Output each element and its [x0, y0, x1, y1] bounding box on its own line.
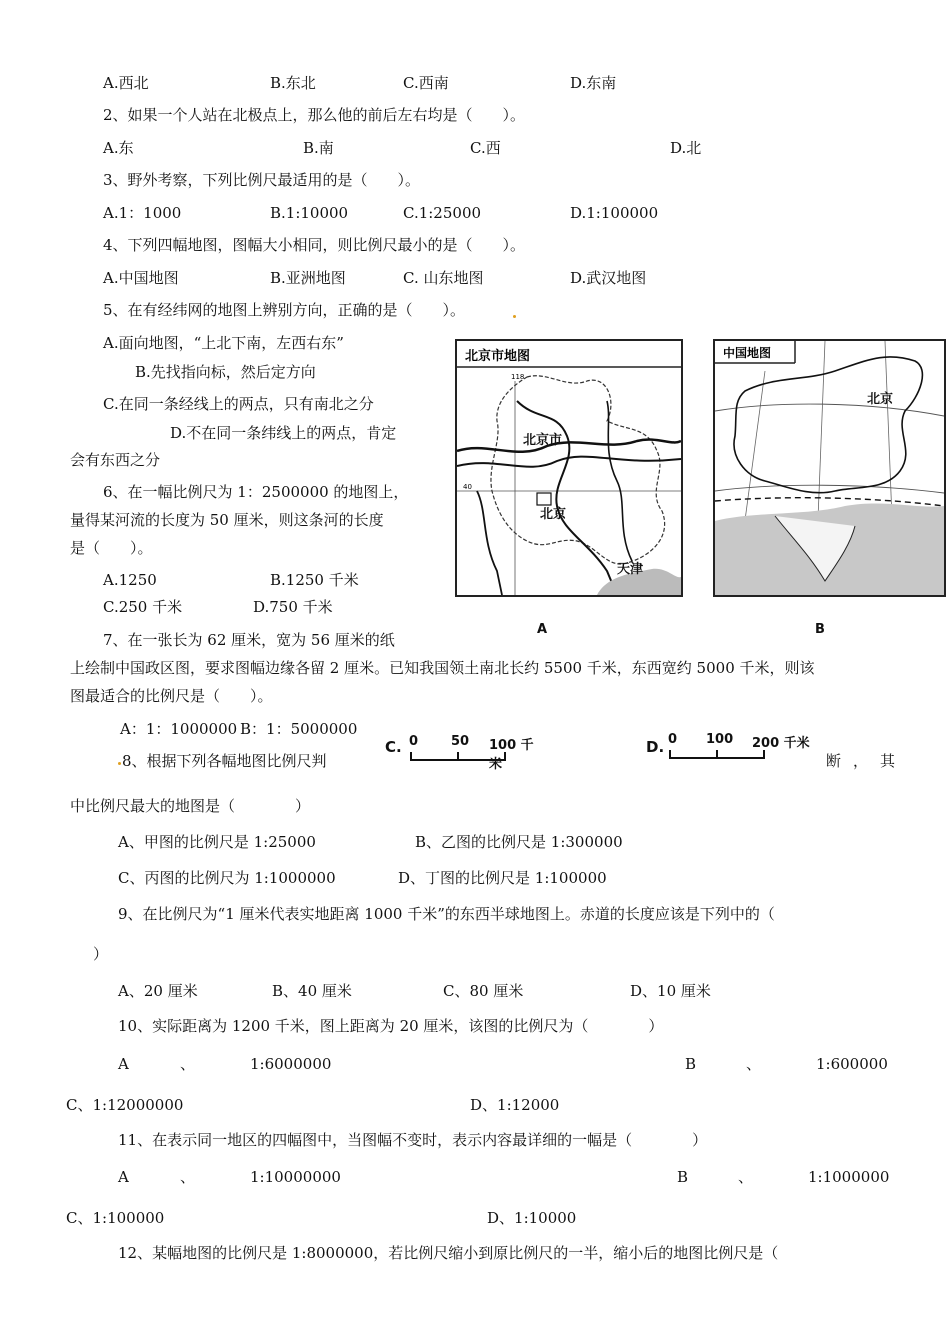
q11-option-b-letter: B: [677, 1168, 689, 1186]
q9-option-c: C、80 厘米: [443, 982, 524, 1000]
scale-bar-d-letter: D.: [646, 738, 665, 756]
q6-option-b: B.1250 千米: [270, 571, 359, 589]
stray-dot: [513, 315, 516, 318]
q11-option-c: C、1:100000: [66, 1209, 165, 1227]
map-b-drawing: [715, 341, 944, 595]
map-b-tropic: [715, 498, 944, 506]
q8-stem-line1-end: 断，其: [826, 752, 908, 770]
q5-stem: 5、在有经纬网的地图上辨别方向，正确的是（ ）。: [103, 301, 466, 319]
q10-option-c: C、1:12000000: [66, 1096, 184, 1114]
q10-option-d: D、1:12000: [470, 1096, 560, 1114]
scale-bar-d-tick-0: 0: [668, 732, 678, 747]
q6-option-d: D.750 千米: [253, 598, 333, 616]
q2-option-b: B.南: [303, 139, 334, 157]
q8-option-a: A、甲图的比例尺是 1:25000: [118, 833, 316, 851]
q3-option-b: B.1:10000: [270, 204, 349, 222]
q11-option-a-sep: 、: [180, 1168, 196, 1186]
map-a-boundary: [491, 376, 665, 564]
q5-option-a: A.面向地图，“上北下南，左西右东”: [103, 334, 344, 352]
map-b-china-outline: [734, 357, 922, 493]
map-a-title: 北京市地图: [465, 349, 531, 364]
scale-bar-c-letter: C.: [385, 738, 402, 756]
q8-stem-line1: 8、根据下列各幅地图比例尺判: [122, 752, 327, 770]
q10-option-a-value: 1:6000000: [250, 1055, 332, 1073]
scale-bar-c-ruler: [409, 750, 509, 764]
map-b-title: 中国地图: [723, 346, 772, 360]
scale-bar-c: [385, 732, 545, 772]
map-a-river-5: [607, 401, 632, 561]
q10-option-b-value: 1:600000: [816, 1055, 888, 1073]
map-a-river-4: [477, 491, 502, 595]
map-a-label-tianjin: 天津: [617, 562, 644, 577]
q8-option-c: C、丙图的比例尺为 1:1000000: [118, 869, 336, 887]
q2-option-a: A.东: [103, 139, 134, 157]
q11-option-a-value: 1:10000000: [250, 1168, 341, 1186]
q1-option-d: D.东南: [570, 74, 617, 92]
scale-bar-c-tick-1: 50: [451, 734, 470, 749]
q12-stem: 12、某幅地图的比例尺是 1:8000000，若比例尺缩小到原比例尺的一半，缩小后的地图比例尺是（: [118, 1244, 779, 1262]
q4-option-a: A.中国地图: [103, 269, 179, 287]
q3-stem: 3、野外考察，下列比例尺最适用的是（ ）。: [103, 171, 421, 189]
scale-bar-d-tick-1: 100: [706, 732, 734, 747]
q8-option-b: B、乙图的比例尺是 1:300000: [415, 833, 623, 851]
q7-option-b: B：1：5000000: [240, 720, 358, 738]
q6-option-c: C.250 千米: [103, 598, 183, 616]
q11-stem: 11、在表示同一地区的四幅图中，当图幅不变时，表示内容最详细的一幅是（ ）: [118, 1131, 708, 1149]
q10-option-b-letter: B: [685, 1055, 697, 1073]
map-a-river-3: [517, 401, 617, 595]
q9-option-b: B、40 厘米: [272, 982, 352, 1000]
q11-option-d: D、1:10000: [487, 1209, 577, 1227]
map-b-caption: B: [815, 622, 825, 637]
map-a-city-marker: [537, 493, 551, 505]
q1-option-b: B.东北: [270, 74, 316, 92]
q11-option-b-value: 1:1000000: [808, 1168, 890, 1186]
q7-stem-line3: 图最适合的比例尺是（ ）。: [70, 687, 273, 705]
stray-dot-2: [118, 762, 121, 765]
q2-option-c: C.西: [470, 139, 501, 157]
q1-option-a: A.西北: [103, 74, 149, 92]
map-b-label-beijing: 北京: [867, 392, 894, 407]
q5-option-b: B.先找指向标，然后定方向: [135, 363, 316, 381]
q9-stem-line2: ）: [93, 945, 109, 963]
q7-stem-line2: 上绘制中国政区图，要求图幅边缘各留 2 厘米。已知我国领土南北长约 5500 千米，东西宽约 5000 千米，则该: [70, 659, 815, 677]
q2-stem: 2、如果一个人站在北极点上，那么他的前后左右均是（ ）。: [103, 106, 526, 124]
map-a-label-beijing-city: 北京市: [523, 433, 563, 448]
scale-bar-c-tick-0: 0: [409, 734, 419, 749]
q3-option-c: C.1:25000: [403, 204, 482, 222]
q2-option-d: D.北: [670, 139, 702, 157]
map-a-beijing: [455, 339, 683, 597]
scale-bar-d-ruler: [668, 748, 768, 762]
q3-option-a: A.1：1000: [103, 204, 182, 222]
q10-option-a-sep: 、: [180, 1055, 196, 1073]
q5-option-c: C.在同一条经线上的两点，只有南北之分: [103, 395, 374, 413]
q6-stem-line2: 量得某河流的长度为 50 厘米，则这条河的长度: [70, 511, 384, 529]
q4-option-b: B.亚洲地图: [270, 269, 346, 287]
q4-stem: 4、下列四幅地图，图幅大小相同，则比例尺最小的是（ ）。: [103, 236, 526, 254]
q5-option-d-line2: 会有东西之分: [70, 451, 161, 469]
q9-stem-line1: 9、在比例尺为“1 厘米代表实地距离 1000 千米”的东西半球地图上。赤道的长度应该是下列中的（: [118, 905, 775, 923]
q7-option-a: A：1：1000000: [120, 720, 238, 738]
q10-stem: 10、实际距离为 1200 千米，图上距离为 20 厘米，该图的比例尺为（ ）: [118, 1017, 664, 1035]
map-a-longitude-label: 118: [511, 373, 525, 381]
q4-option-d: D.武汉地图: [570, 269, 647, 287]
q6-option-a: A.1250: [103, 571, 157, 589]
q6-stem-line3: 是（ ）。: [70, 539, 153, 557]
q10-option-b-sep: 、: [746, 1055, 762, 1073]
q9-option-a: A、20 厘米: [118, 982, 198, 1000]
q7-stem-line1: 7、在一张长为 62 厘米，宽为 56 厘米的纸: [103, 631, 395, 649]
q8-option-d: D、丁图的比例尺是 1:100000: [398, 869, 607, 887]
q11-option-b-sep: 、: [738, 1168, 754, 1186]
map-b-china: [713, 339, 946, 597]
scale-bar-d-tick-2: 200 千米: [752, 736, 810, 751]
q1-option-c: C.西南: [403, 74, 449, 92]
map-a-latitude-label: 40: [463, 483, 472, 491]
q8-stem-line2: 中比例尺最大的地图是（ ）: [70, 797, 311, 815]
q6-stem-line1: 6、在一幅比例尺为 1：2500000 的地图上，: [103, 483, 409, 501]
q11-option-a-letter: A: [118, 1168, 129, 1186]
q10-option-a-letter: A: [118, 1055, 129, 1073]
scale-bar-d: [646, 732, 816, 772]
scale-bar-c-tick-2: 100 千米: [489, 738, 534, 772]
q3-option-d: D.1:100000: [570, 204, 659, 222]
q4-option-c: C. 山东地图: [403, 269, 484, 287]
q9-option-d: D、10 厘米: [630, 982, 711, 1000]
map-a-label-beijing: 北京: [540, 507, 567, 522]
map-a-drawing: [457, 341, 681, 595]
map-a-caption: A: [537, 622, 548, 637]
q5-option-d-line1: D.不在同一条纬线上的两点，肯定: [170, 424, 397, 442]
